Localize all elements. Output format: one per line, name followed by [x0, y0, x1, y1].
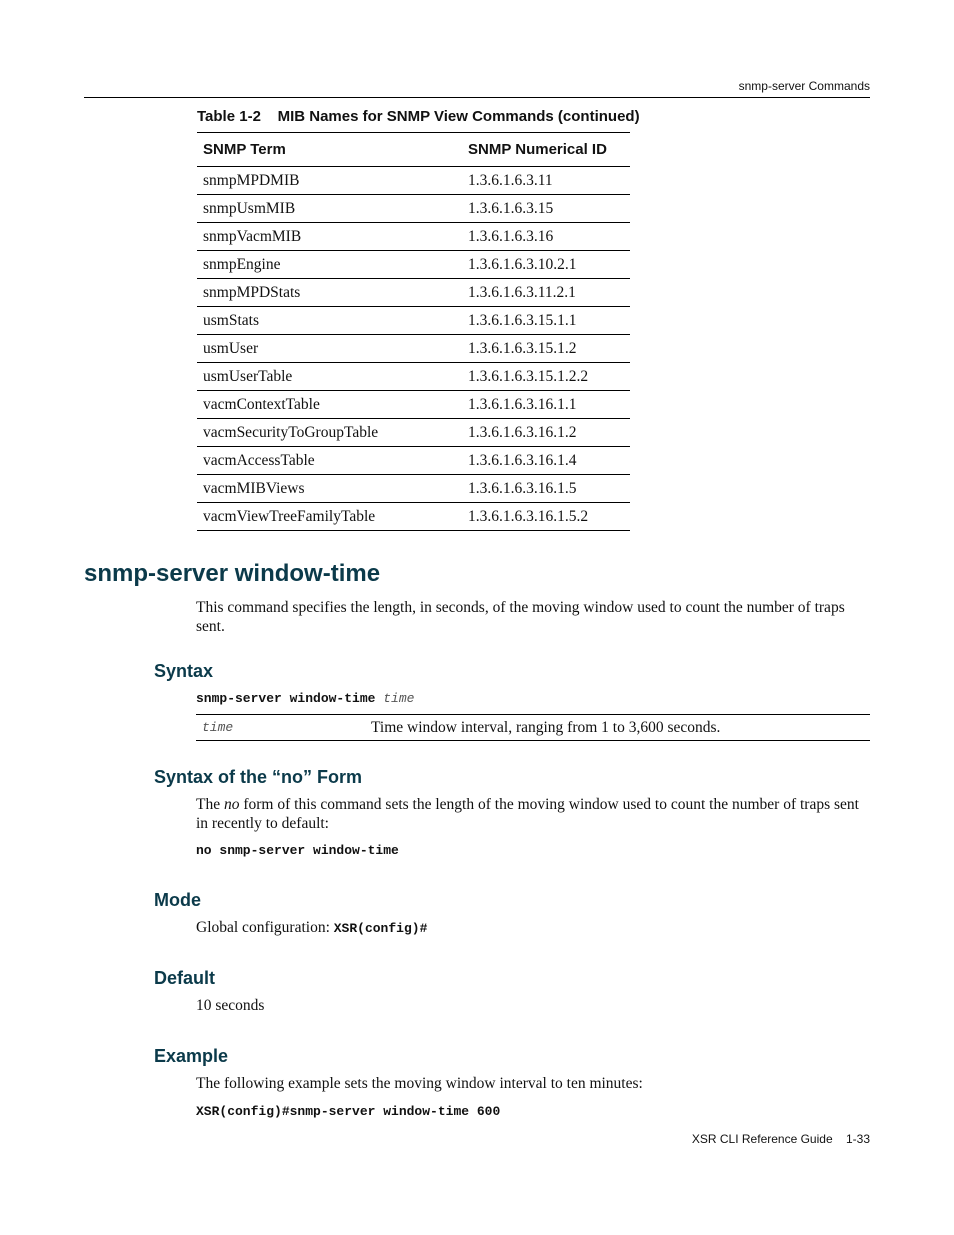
page-footer — [692, 1132, 870, 1146]
syntax-command — [196, 691, 414, 706]
numerical-id-cell: 1.3.6.1.6.3.16.1.1 — [468, 395, 577, 413]
numerical-id-cell: 1.3.6.1.6.3.11 — [468, 171, 553, 189]
syntax-heading: Syntax — [154, 661, 214, 681]
parameter-description: Time window interval, ranging from 1 to 3,600 seconds. — [371, 718, 721, 736]
mode-heading: Mode — [154, 890, 201, 910]
no-form-keyword: no — [223, 796, 240, 813]
numerical-id-cell: 1.3.6.1.6.3.15 — [468, 199, 554, 217]
table-row — [197, 195, 630, 223]
default-heading: Default — [154, 968, 216, 988]
no-form-heading: Syntax of the “no” Form — [154, 767, 363, 787]
snmp-term-cell: vacmMIBViews — [203, 479, 305, 497]
snmp-term-cell: vacmContextTable — [203, 395, 320, 413]
table-caption: Table 1-2 MIB Names for SNMP View Commands (continued) — [197, 108, 640, 125]
section-intro: This command specifies the length, in seconds, of the moving window used to count the number of traps sent. — [196, 599, 845, 635]
parameter-table — [196, 714, 870, 741]
snmp-term-cell: vacmSecurityToGroupTable — [203, 423, 379, 441]
numerical-id-cell: 1.3.6.1.6.3.15.1.2 — [468, 339, 577, 357]
syntax-command-text: snmp-server window-time — [196, 691, 376, 706]
mode-description — [196, 918, 870, 938]
snmp-term-cell: snmpUsmMIB — [203, 199, 296, 217]
table-row — [197, 475, 630, 503]
snmp-term-cell: usmUser — [203, 339, 259, 357]
no-form-description — [196, 795, 870, 833]
table-row — [197, 335, 630, 363]
table-row — [197, 391, 630, 419]
numerical-id-cell: 1.3.6.1.6.3.16 — [468, 227, 554, 245]
table-row — [197, 223, 630, 251]
table-row — [197, 167, 630, 195]
default-value: 10 seconds — [196, 997, 265, 1014]
numerical-id-cell: 1.3.6.1.6.3.16.1.5.2 — [468, 507, 589, 525]
table-row — [197, 307, 630, 335]
table-row — [197, 503, 630, 531]
snmp-term-cell: usmStats — [203, 311, 259, 329]
table-header-row — [197, 132, 630, 167]
no-form-text-before: The — [196, 796, 224, 813]
snmp-term-cell: usmUserTable — [203, 367, 293, 385]
table-row — [197, 419, 630, 447]
running-head: snmp-server Commands — [738, 79, 870, 93]
mib-table — [197, 132, 630, 531]
example-heading: Example — [154, 1046, 229, 1066]
snmp-term-cell: snmpEngine — [203, 255, 281, 273]
mode-text: Global configuration: — [196, 919, 334, 936]
footer-page-number: 1-33 — [845, 1132, 870, 1146]
numerical-id-cell: 1.3.6.1.6.3.11.2.1 — [468, 283, 576, 301]
table-body — [197, 167, 630, 531]
snmp-term-cell: vacmViewTreeFamilyTable — [203, 507, 376, 525]
table-row — [197, 251, 630, 279]
column-header-numerical-id: SNMP Numerical ID — [468, 141, 607, 158]
numerical-id-cell: 1.3.6.1.6.3.16.1.4 — [468, 451, 577, 469]
example-command: XSR(config)#snmp-server window-time 600 — [196, 1104, 501, 1119]
header-rule — [84, 97, 870, 98]
table-row — [197, 279, 630, 307]
numerical-id-cell: 1.3.6.1.6.3.10.2.1 — [468, 255, 577, 273]
example-description: The following example sets the moving window interval to ten minutes: — [196, 1075, 643, 1092]
no-form-command: no snmp-server window-time — [196, 843, 399, 858]
footer-guide-title: XSR CLI Reference Guide — [691, 1132, 833, 1146]
syntax-argument: time — [383, 691, 415, 706]
numerical-id-cell: 1.3.6.1.6.3.15.1.2.2 — [468, 367, 589, 385]
snmp-term-cell: snmpMPDStats — [203, 283, 301, 301]
parameter-name: time — [202, 720, 234, 735]
no-form-text-after: form of this command sets the length of the moving window used to count the number of traps sent in recently to default: — [196, 796, 859, 832]
table-row — [197, 447, 630, 475]
snmp-term-cell: snmpMPDMIB — [203, 171, 300, 189]
table-row — [197, 363, 630, 391]
snmp-term-cell: snmpVacmMIB — [203, 227, 302, 245]
section-title: snmp-server window-time — [84, 560, 381, 587]
numerical-id-cell: 1.3.6.1.6.3.16.1.2 — [468, 423, 577, 441]
numerical-id-cell: 1.3.6.1.6.3.15.1.1 — [468, 311, 577, 329]
column-header-snmp-term: SNMP Term — [203, 141, 286, 158]
numerical-id-cell: 1.3.6.1.6.3.16.1.5 — [468, 479, 577, 497]
snmp-term-cell: vacmAccessTable — [203, 451, 315, 469]
mode-prompt: XSR(config)# — [333, 921, 428, 936]
